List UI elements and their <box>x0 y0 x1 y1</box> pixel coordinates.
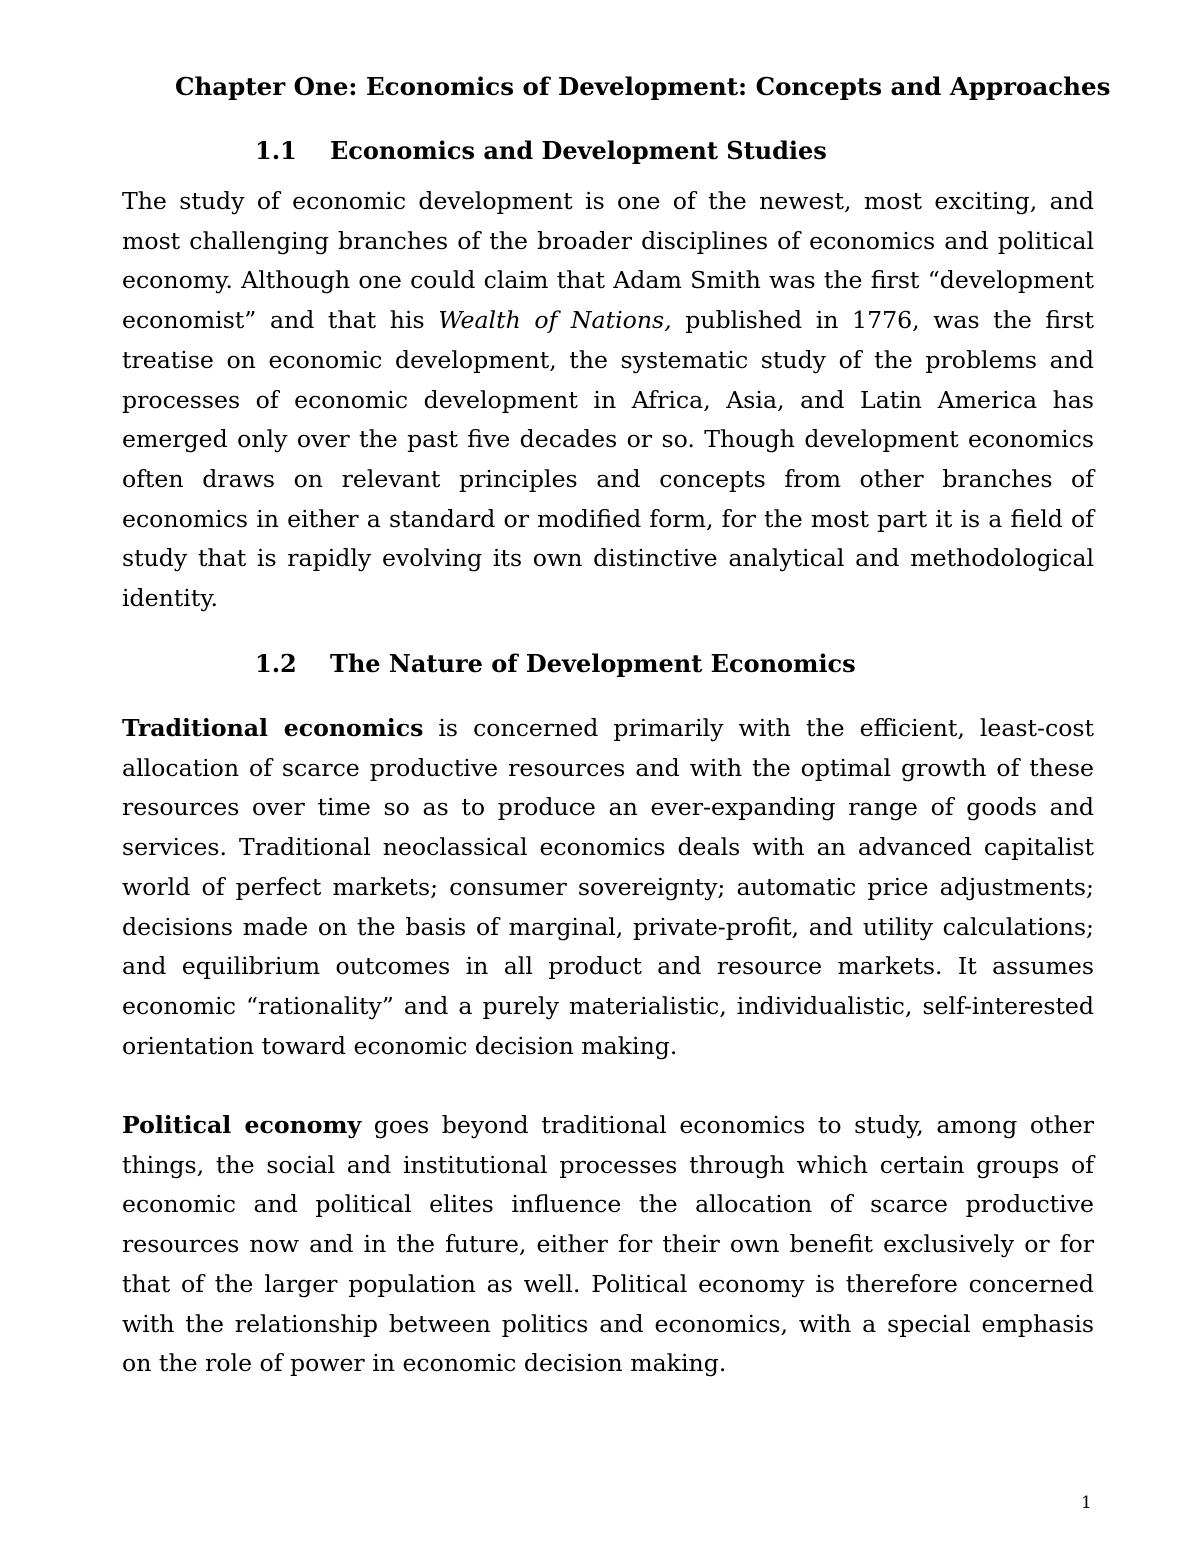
section-number: 1.1 <box>255 136 297 165</box>
paragraph-text: goes beyond traditional economics to study, among other things, the social and institutional processes through which certain groups of economic and political elites influence the allocation of scarce productive resources now and in the future, either for their own benefit exclusively or for that of the larger population as well. Political economy is therefore concerned with the relationship between politics and economics, with a special emphasis on the role of power in economic decision making. <box>122 1111 1094 1378</box>
paragraph-political-economy <box>122 1106 1094 1384</box>
section-heading-1-2 <box>255 649 856 678</box>
paragraph-text: published in 1776, was the first treatise on economic development, the systematic study of the problems and processes of economic development in Africa, Asia, and Latin America has emerged only over the past five decades or so. Though development economics often draws on relevant principles and concepts from other branches of economics in either a standard or modified form, for the most part it is a field of study that is rapidly evolving its own distinctive analytical and methodological identity. <box>122 306 1095 613</box>
section-number: 1.2 <box>255 649 297 678</box>
paragraph-text: The study of economic development is one of the newest, most exciting, and most challenging branches of the broader disciplines of economics and political economy. Although one could claim that Adam Smith was the first “development economist” and that his <box>122 187 1094 335</box>
bold-term: Political economy <box>122 1111 362 1139</box>
chapter-title: Chapter One: Economics of Development: Concepts and Approaches <box>175 72 1111 101</box>
paragraph-economics-and-development-studies <box>122 182 1094 619</box>
section-title: Economics and Development Studies <box>330 136 827 165</box>
paragraph-traditional-economics <box>122 709 1094 1066</box>
section-title: The Nature of Development Economics <box>330 649 856 678</box>
bold-term: Traditional economics <box>122 714 424 742</box>
section-heading-1-1 <box>255 136 827 165</box>
paragraph-text: is concerned primarily with the efficient, least-cost allocation of scarce productive resources and with the optimal growth of these resources over time so as to produce an ever-expanding range of goods and services. Traditional neoclassical economics deals with an advanced capitalist world of perfect markets; consumer sovereignty; automatic price adjustments; decisions made on the basis of marginal, private-profit, and utility calculations; and equilibrium outcomes in all product and resource markets. It assumes economic “rationality” and a purely materialistic, individualistic, self-interested orientation toward economic decision making. <box>122 714 1094 1060</box>
page-number: 1 <box>1081 1493 1092 1513</box>
book-title-italic: Wealth of Nations, <box>438 306 672 335</box>
